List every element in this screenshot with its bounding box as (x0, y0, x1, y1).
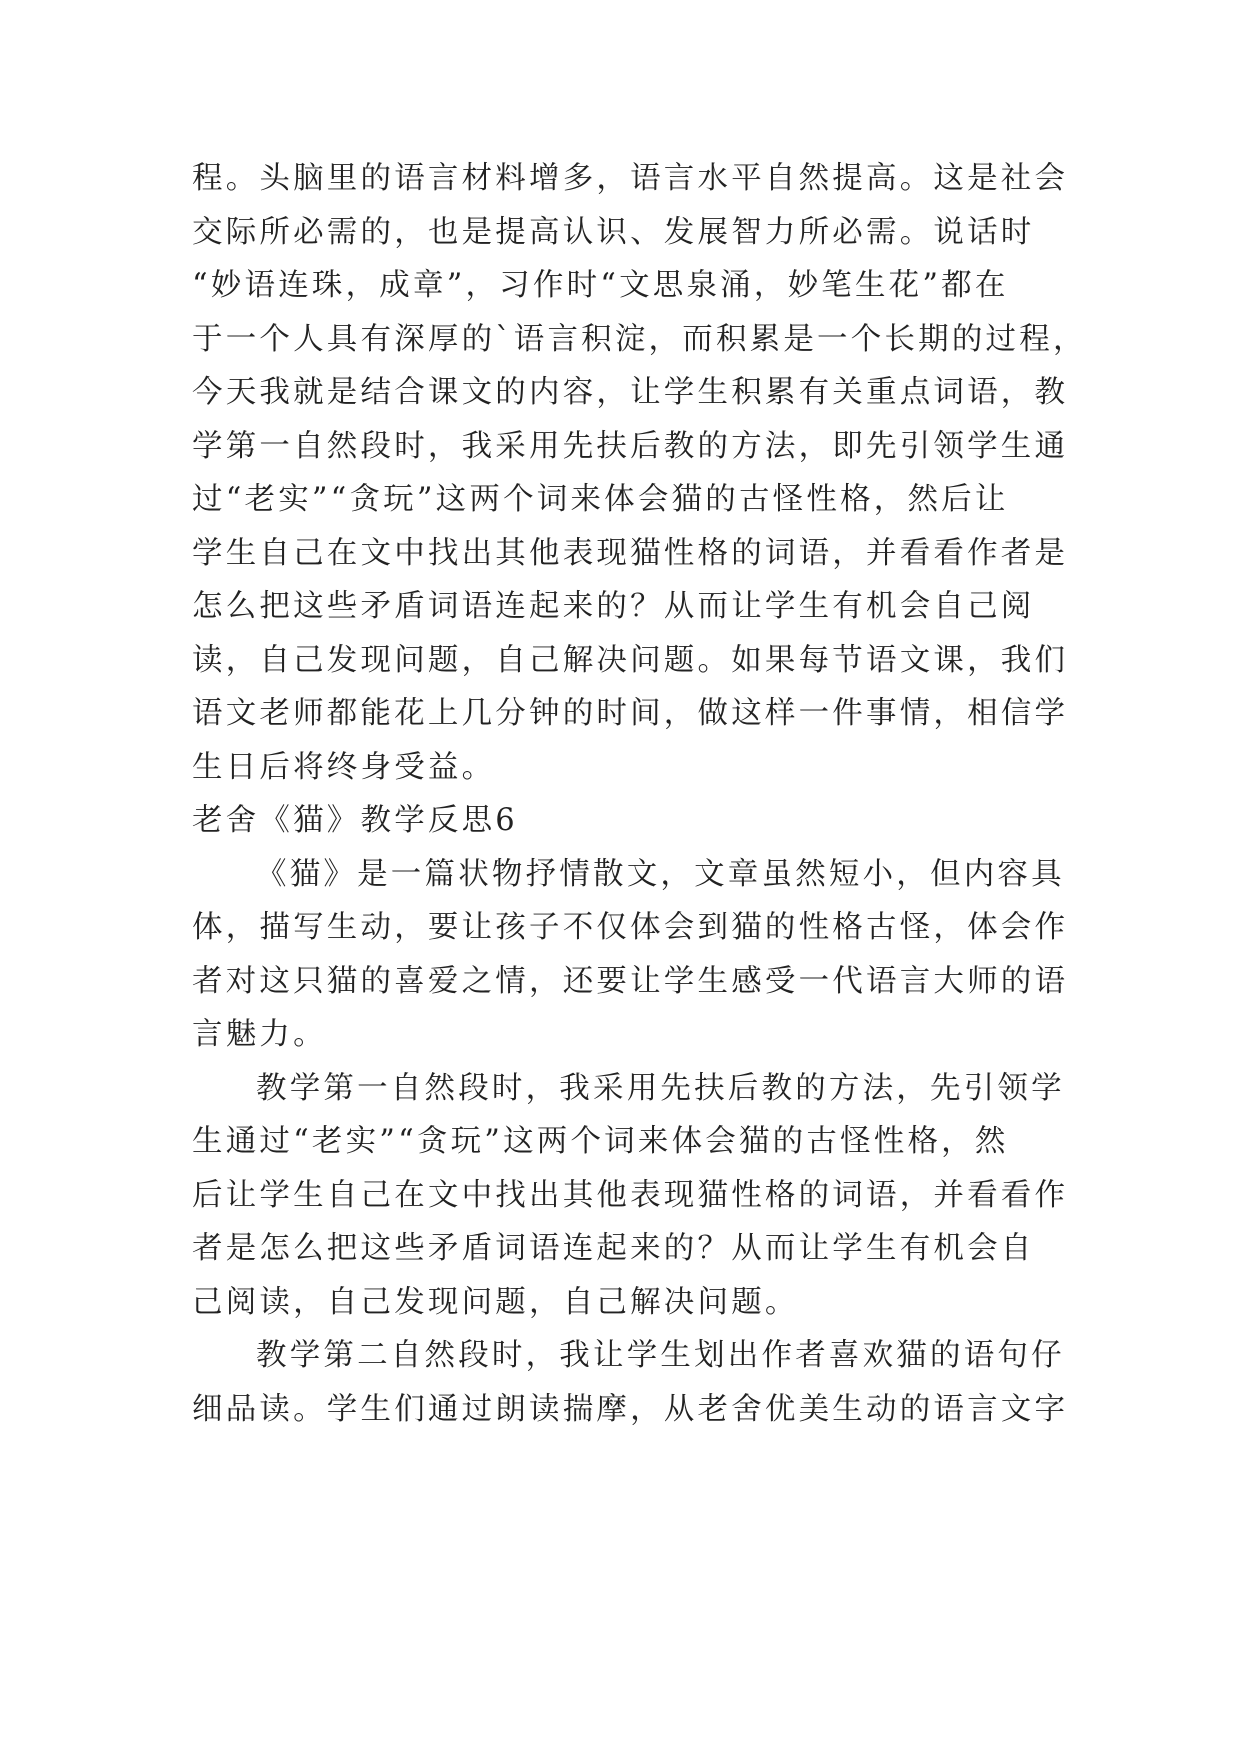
text-line: 细品读。学生们通过朗读揣摩，从老舍优美生动的语言文字 (192, 1391, 1069, 1427)
paragraph-2 (192, 1062, 1069, 1330)
text-line: 体，描写生动，要让孩子不仅体会到猫的性格古怪，体会作 (192, 910, 1069, 945)
text-line: 学第一自然段时，我采用先扶后教的方法，即先引领学生通 (192, 428, 1069, 464)
text-line: 生通过“老实”“贪玩”这两个词来体会猫的古怪性格，然 (192, 1124, 1009, 1159)
text-line: 后让学生自己在文中找出其他表现猫性格的词语，并看看作 (192, 1177, 1069, 1213)
section-heading: 老舍《猫》教学反思6 (192, 803, 518, 838)
continued-paragraph (192, 152, 1087, 794)
text-line: 己阅读，自己发现问题，自己解决问题。 (192, 1284, 799, 1320)
text-line: 者是怎么把这些矛盾词语连起来的？从而让学生有机会自 (192, 1231, 1035, 1266)
text-line: 于一个人具有深厚的`语言积淀，而积累是一个长期的过程， (192, 321, 1087, 357)
text-line: 语文老师都能花上几分钟的时间，做这样一件事情，相信学 (192, 696, 1069, 731)
text-line: 教学第二自然段时，我让学生划出作者喜欢猫的语句仔 (256, 1338, 1065, 1373)
text-line: 者对这只猫的喜爱之情，还要让学生感受一代语言大师的语 (192, 963, 1069, 999)
text-line: 今天我就是结合课文的内容，让学生积累有关重点词语，教 (192, 375, 1069, 410)
text-line: 怎么把这些矛盾词语连起来的？从而让学生有机会自己阅 (192, 589, 1035, 624)
paragraph-1 (192, 848, 1069, 1062)
text-line: 读，自己发现问题，自己解决问题。如果每节语文课，我们 (192, 642, 1069, 678)
text-line: 过“老实”“贪玩”这两个词来体会猫的古怪性格，然后让 (192, 482, 1009, 517)
text-line: 学生自己在文中找出其他表现猫性格的词语，并看看作者是 (192, 535, 1069, 571)
text-line: 交际所必需的，也是提高认识、发展智力所必需。说话时 (192, 214, 1035, 250)
text-line: 《猫》是一篇状物抒情散文，文章虽然短小，但内容具 (256, 856, 1065, 892)
text-line: 程。头脑里的语言材料增多，语言水平自然提高。这是社会 (192, 161, 1069, 196)
text-line: 言魅力。 (192, 1017, 327, 1052)
text-line: 教学第一自然段时，我采用先扶后教的方法，先引领学 (256, 1070, 1065, 1106)
paragraph-3 (192, 1329, 1069, 1436)
document-body (192, 152, 1087, 1436)
text-line: “妙语连珠，成章”，习作时“文思泉涌，妙笔生花”都在 (192, 268, 1009, 303)
text-line: 生日后将终身受益。 (192, 749, 496, 785)
